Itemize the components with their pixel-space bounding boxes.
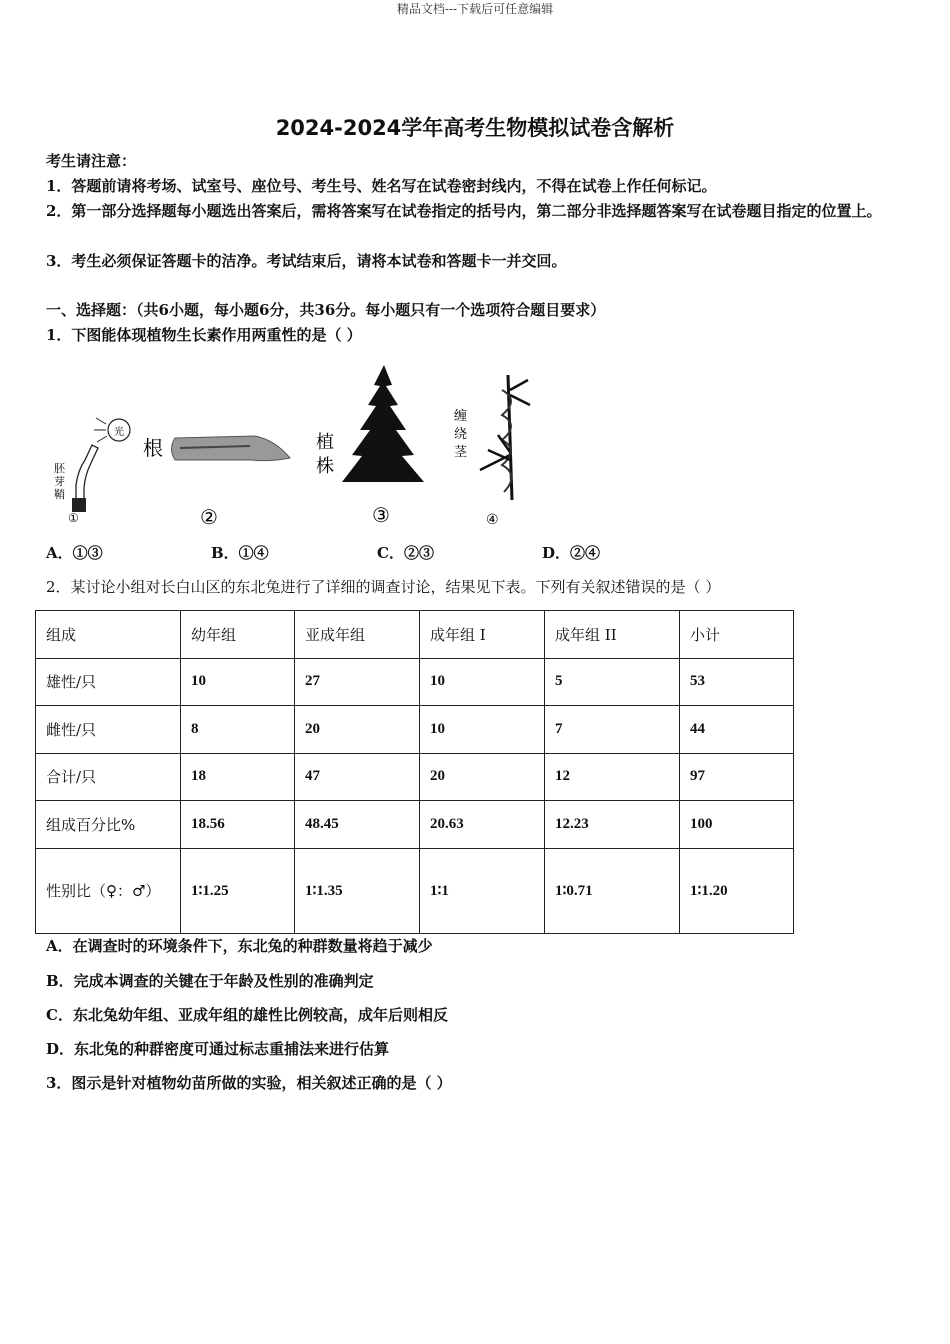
notice-item-1: 1．答题前请将考场、试室号、座位号、考生号、姓名写在试卷密封线内，不得在试卷上作任何标记。: [46, 177, 717, 195]
table-cell: 18: [181, 753, 295, 801]
table-cell: 5: [545, 658, 680, 706]
q1-option-a[interactable]: A．①③: [46, 544, 103, 562]
q1-option-c[interactable]: C．②③: [377, 544, 434, 562]
table-cell: 18.56: [181, 801, 295, 849]
table-cell: 10: [181, 658, 295, 706]
table-cell: 20: [420, 753, 545, 801]
table-cell: 1∶1: [420, 848, 545, 933]
table-cell: 性别比（♀：♂）: [36, 848, 181, 933]
tree-illustration: [342, 365, 424, 482]
page-title: 2024-2024学年高考生物模拟试卷含解析: [275, 116, 675, 140]
plant-label-1: 植: [316, 432, 334, 453]
light-label: 光: [114, 427, 124, 438]
fig-number-1: ①: [68, 511, 79, 525]
q1-option-b[interactable]: B．①④: [211, 544, 269, 562]
table-cell: 1∶0.71: [545, 848, 680, 933]
table-cell: 48.45: [295, 801, 420, 849]
table-row: [36, 753, 794, 801]
page-header: 精品文档---下载后可任意编辑: [396, 2, 554, 16]
q2-option-d[interactable]: D．东北兔的种群密度可通过标志重捕法来进行估算: [46, 1040, 390, 1058]
fig-number-2: ②: [200, 505, 218, 529]
table-cell: 10: [420, 658, 545, 706]
stem-label-1: 缠: [454, 409, 468, 424]
table-cell: 12: [545, 753, 680, 801]
table-row: [36, 658, 794, 706]
table-cell: 20.63: [420, 801, 545, 849]
fig-number-3: ③: [372, 503, 390, 527]
q1-figure: [40, 360, 600, 535]
q2-data-table: [35, 610, 794, 934]
table-cell: 44: [680, 706, 794, 754]
table-cell: 53: [680, 658, 794, 706]
table-header-cell: 亚成年组: [295, 611, 420, 659]
q1-option-d[interactable]: D．②④: [542, 544, 601, 562]
table-cell: 1∶1.25: [181, 848, 295, 933]
q2-option-a[interactable]: A．在调查时的环境条件下，东北兔的种群数量将趋于减少: [46, 937, 433, 955]
table-cell: 27: [295, 658, 420, 706]
table-cell: 组成百分比%: [36, 801, 181, 849]
q3-stem: 3．图示是针对植物幼苗所做的实验，相关叙述正确的是（ ）: [46, 1074, 452, 1092]
table-header-cell: 小计: [680, 611, 794, 659]
table-header-cell: 幼年组: [181, 611, 295, 659]
table-row: [36, 848, 794, 933]
table-row: [36, 706, 794, 754]
q1-stem: 1．下图能体现植物生长素作用两重性的是（ ）: [46, 326, 362, 344]
table-cell: 1∶1.35: [295, 848, 420, 933]
table-cell: 100: [680, 801, 794, 849]
notice-item-3: 3．考生必须保证答题卡的洁净。考试结束后，请将本试卷和答题卡一并交回。: [46, 252, 567, 270]
notice-item-2: 2．第一部分选择题每小题选出答案后，需将答案写在试卷指定的括号内，第二部分非选择题答案写在试卷题目指定的位置上。: [46, 202, 882, 220]
root-label: 根: [143, 436, 163, 460]
plant-label-2: 株: [316, 456, 334, 477]
table-cell: 8: [181, 706, 295, 754]
table-cell: 97: [680, 753, 794, 801]
table-header-cell: 组成: [36, 611, 181, 659]
stem-label-2: 绕: [454, 427, 468, 442]
table-cell: 雄性/只: [36, 658, 181, 706]
q2-stem: 2．某讨论小组对长白山区的东北兔进行了详细的调查讨论，结果见下表。下列有关叙述错误的是（ ）: [46, 578, 721, 596]
fig-number-4: ④: [486, 512, 499, 528]
table-header-cell: 成年组 I: [420, 611, 545, 659]
section-heading: 一、选择题：（共6小题，每小题6分，共36分。每小题只有一个选项符合题目要求）: [46, 301, 606, 319]
notice-heading: 考生请注意：: [46, 152, 137, 170]
table-cell: 1∶1.20: [680, 848, 794, 933]
q2-option-c[interactable]: C．东北兔幼年组、亚成年组的雄性比例较高，成年后则相反: [46, 1006, 448, 1024]
table-cell: 20: [295, 706, 420, 754]
table-header-cell: 成年组 II: [545, 611, 680, 659]
coleoptile-label-1: 胚芽鞘: [54, 462, 65, 501]
table-cell: 10: [420, 706, 545, 754]
table-row: [36, 801, 794, 849]
table-cell: 12.23: [545, 801, 680, 849]
twining-stem-illustration: [480, 375, 530, 500]
table-cell: 47: [295, 753, 420, 801]
q2-option-b[interactable]: B．完成本调查的关键在于年龄及性别的准确判定: [46, 972, 374, 990]
table-header-row: [36, 611, 794, 659]
stem-label-3: 茎: [454, 445, 468, 460]
table-cell: 合计/只: [36, 753, 181, 801]
table-cell: 雌性/只: [36, 706, 181, 754]
table-cell: 7: [545, 706, 680, 754]
